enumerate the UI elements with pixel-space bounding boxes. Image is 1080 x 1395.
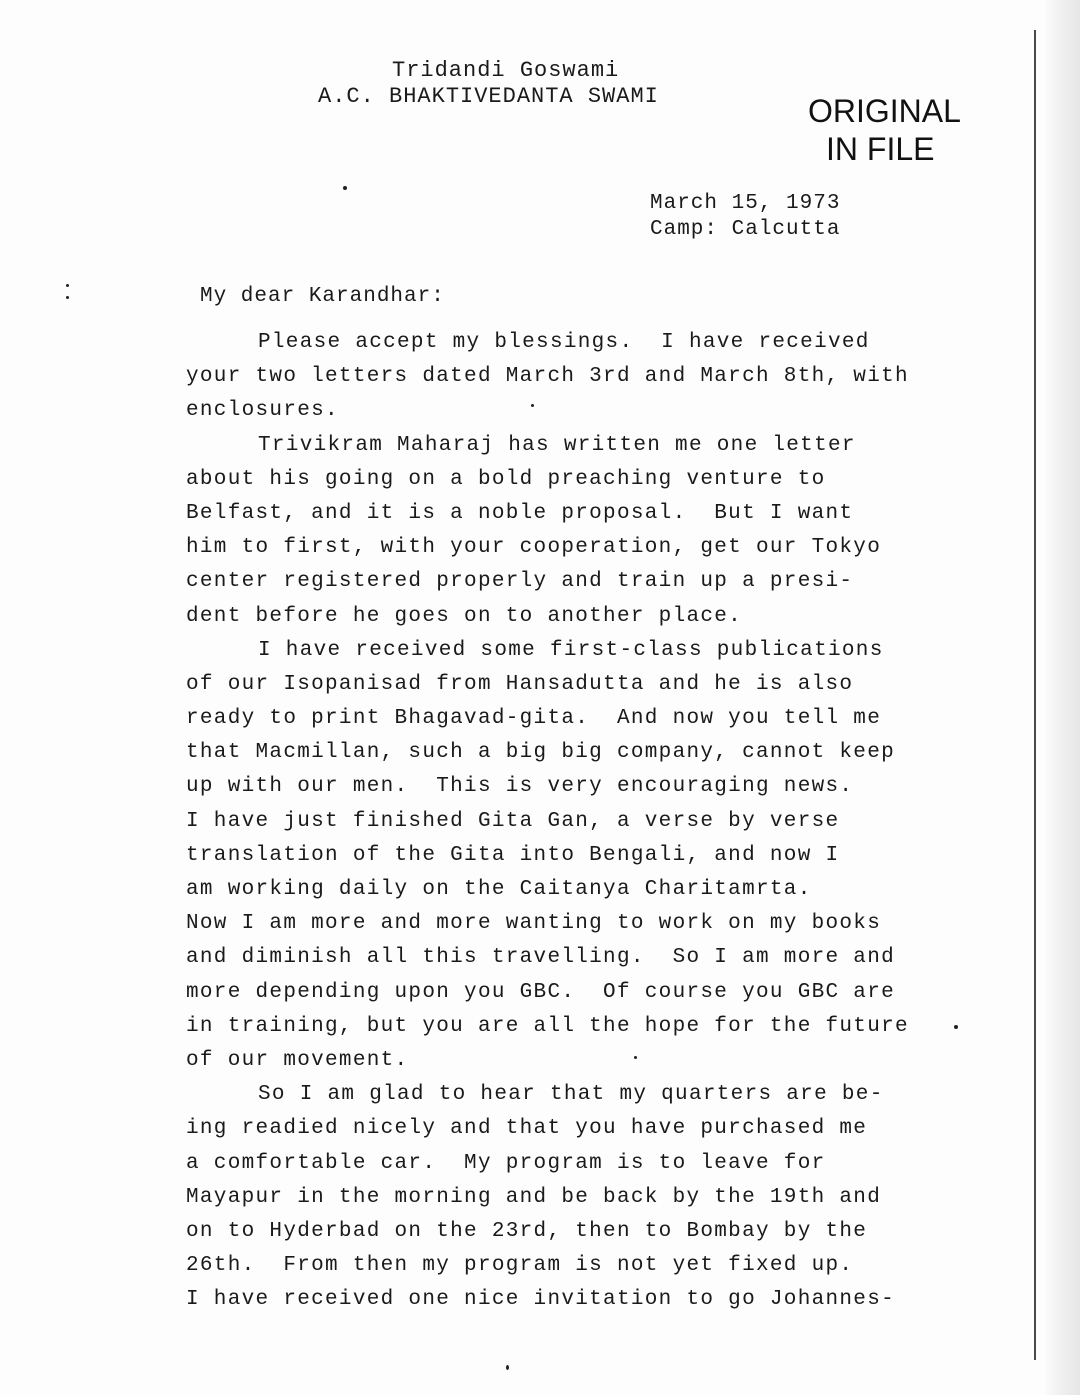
- letter-camp: Camp: Calcutta: [650, 218, 841, 241]
- body-line: your two letters dated March 3rd and March 8th, with: [186, 365, 909, 389]
- salutation: My dear Karandhar:: [200, 285, 445, 308]
- body-line: center registered properly and train up a presi-: [186, 570, 854, 594]
- body-line: of our movement.: [186, 1048, 409, 1072]
- letter-body: [186, 326, 926, 1317]
- body-line: Now I am more and more wanting to work on my books: [186, 912, 882, 936]
- scan-speck: [954, 1025, 958, 1029]
- page-edge-shadow: [1042, 0, 1080, 1395]
- body-line: of our Isopanisad from Hansadutta and he is also: [186, 672, 854, 696]
- scan-speck: [531, 404, 534, 407]
- scan-speck: [343, 186, 347, 190]
- body-line: up with our men. This is very encouraging news.: [186, 775, 854, 799]
- body-line: I have just finished Gita Gan, a verse by verse: [186, 809, 840, 833]
- scan-speck: [66, 284, 69, 287]
- scan-speck: [66, 296, 69, 299]
- letterhead-name: A.C. BHAKTIVEDANTA SWAMI: [318, 84, 659, 109]
- body-line: translation of the Gita into Bengali, and now I: [186, 843, 840, 867]
- body-line: am working daily on the Caitanya Charitamrta.: [186, 878, 812, 901]
- body-line: I have received one nice invitation to go Johannes-: [186, 1288, 896, 1312]
- page-edge-line: [1034, 30, 1036, 1360]
- scan-speck: [634, 1056, 637, 1059]
- body-line: on to Hyderbad on the 23rd, then to Bombay by the: [186, 1219, 868, 1243]
- body-line: Trivikram Maharaj has written me one letter: [258, 433, 856, 457]
- body-line: a comfortable car. My program is to leave for: [186, 1151, 826, 1175]
- body-line: that Macmillan, such a big big company, cannot keep: [186, 741, 896, 765]
- body-line: about his going on a bold preaching venture to: [186, 467, 826, 491]
- letter-date: March 15, 1973: [650, 192, 841, 215]
- body-line: enclosures.: [186, 399, 339, 423]
- body-line: So I am glad to hear that my quarters are be-: [258, 1083, 884, 1107]
- original-stamp-line2: IN FILE: [826, 131, 935, 167]
- body-line: dent before he goes on to another place.: [186, 604, 743, 628]
- body-line: him to first, with your cooperation, get our Tokyo: [186, 536, 882, 560]
- original-stamp-line1: ORIGINAL: [808, 93, 961, 129]
- body-line: ready to print Bhagavad-gita. And now you tell me: [186, 707, 882, 731]
- body-line: 26th. From then my program is not yet fixed up.: [186, 1254, 854, 1278]
- body-line: Please accept my blessings. I have received: [258, 331, 870, 354]
- body-line: Belfast, and it is a noble proposal. But I want: [186, 501, 854, 525]
- body-line: I have received some first-class publications: [258, 638, 884, 662]
- body-line: in training, but you are all the hope for the future: [186, 1014, 909, 1038]
- body-line: Mayapur in the morning and be back by the 19th and: [186, 1185, 882, 1209]
- body-line: ing readied nicely and that you have purchased me: [186, 1117, 868, 1141]
- body-line: and diminish all this travelling. So I am more and: [186, 946, 896, 970]
- body-line: more depending upon you GBC. Of course you GBC are: [186, 980, 896, 1004]
- scan-speck: [506, 1365, 509, 1370]
- letterhead-title: Tridandi Goswami: [392, 58, 620, 83]
